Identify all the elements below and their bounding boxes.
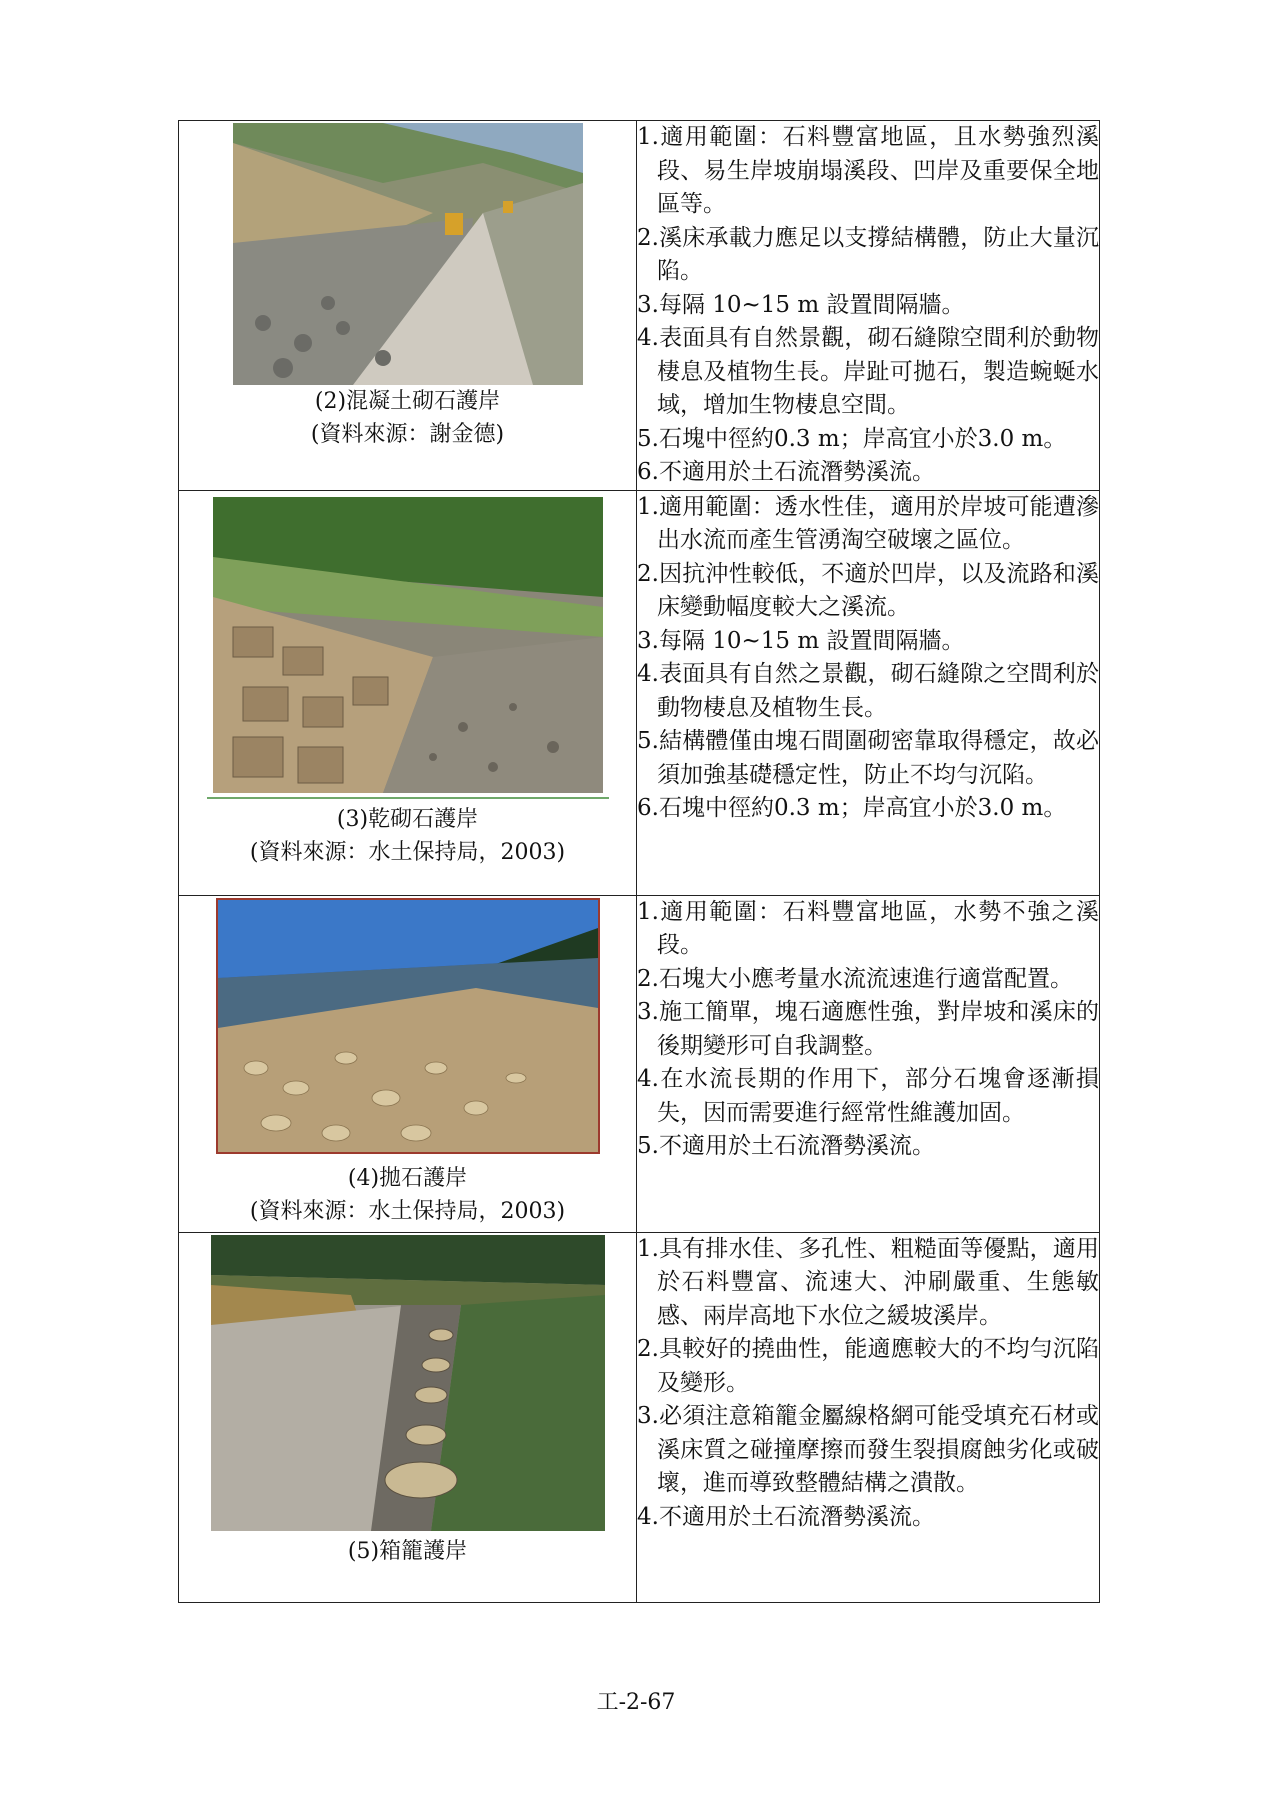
description-list — [637, 121, 1099, 490]
list-item: 4.在水流長期的作用下，部分石塊會逐漸損失，因而需要進行經常性維護加固。 — [637, 1066, 1099, 1126]
figure-caption: (3)乾砌石護岸 — [336, 806, 479, 832]
photo-riprap-revetment — [216, 898, 600, 1154]
table-row — [179, 895, 1100, 1232]
list-item: 1.適用範圍：石料豐富地區，且水勢強烈溪段、易生岸坡崩塌溪段、凹岸及重要保全地區等。 — [637, 124, 1099, 217]
figure-source: (資料來源：水土保持局，2003) — [249, 839, 566, 865]
revetment-table — [178, 120, 1100, 1603]
list-item: 4.不適用於土石流潛勢溪流。 — [637, 1503, 935, 1530]
description-cell — [637, 895, 1100, 1232]
figure-source: (資料來源：謝金德) — [310, 422, 505, 447]
table-row — [179, 1232, 1100, 1602]
list-item: 5.結構體僅由塊石間圍砌密靠取得穩定，故必須加強基礎穩定性，防止不均勻沉陷。 — [637, 728, 1099, 788]
description-cell — [637, 121, 1100, 491]
description-cell — [637, 1232, 1100, 1602]
list-item: 3.施工簡單，塊石適應性強，對岸坡和溪床的後期變形可自我調整。 — [637, 999, 1099, 1059]
list-item: 3.每隔 10~15 m 設置間隔牆。 — [637, 291, 965, 318]
list-item: 2.石塊大小應考量水流流速進行適當配置。 — [637, 965, 1073, 992]
list-item: 1.適用範圍：透水性佳，適用於岸坡可能遭滲出水流而產生管湧淘空破壞之區位。 — [637, 493, 1099, 553]
list-item: 4.表面具有自然之景觀，砌石縫隙之空間利於動物棲息及植物生長。 — [637, 661, 1099, 721]
photo-cell — [179, 121, 637, 491]
description-list — [637, 491, 1099, 826]
list-item: 6.不適用於土石流潛勢溪流。 — [637, 459, 935, 485]
figure-caption: (4)拋石護岸 — [347, 1165, 468, 1191]
photo-cell — [179, 490, 637, 895]
divider-line — [207, 797, 609, 799]
list-item: 4.表面具有自然景觀，砌石縫隙空間利於動物棲息及植物生長。岸趾可拋石，製造蜿蜒水域，增加生物棲息空間。 — [637, 325, 1099, 418]
list-item: 3.必須注意箱籠金屬線格網可能受填充石材或溪床質之碰撞摩擦而發生裂損腐蝕劣化或破壞，進而導致整體結構之潰散。 — [637, 1403, 1099, 1496]
list-item: 2.因抗沖性較低，不適於凹岸，以及流路和溪床變動幅度較大之溪流。 — [637, 560, 1099, 620]
photo-cell — [179, 895, 637, 1232]
page-number: 工-2-67 — [596, 1690, 676, 1715]
list-item: 1.具有排水佳、多孔性、粗糙面等優點，適用於石料豐富、流速大、沖刷嚴重、生態敏感、兩岸高地下水位之緩坡溪岸。 — [637, 1235, 1099, 1329]
figure-caption: (5)箱籠護岸 — [347, 1538, 468, 1564]
list-item: 5.石塊中徑約0.3 m；岸高宜小於3.0 m。 — [637, 425, 1067, 452]
photo-gabion-revetment — [211, 1235, 605, 1531]
photo-cell — [179, 1232, 637, 1602]
list-item: 2.溪床承載力應足以支撐結構體，防止大量沉陷。 — [637, 224, 1099, 284]
list-item: 3.每隔 10~15 m 設置間隔牆。 — [637, 627, 965, 654]
description-list — [637, 896, 1099, 1164]
list-item: 1.適用範圍：石料豐富地區，水勢不強之溪段。 — [637, 898, 1099, 958]
table-row — [179, 490, 1100, 895]
table-row — [179, 121, 1100, 491]
list-item: 2.具較好的撓曲性，能適應較大的不均勻沉陷及變形。 — [637, 1336, 1099, 1396]
description-list — [637, 1233, 1099, 1535]
list-item: 5.不適用於土石流潛勢溪流。 — [637, 1133, 935, 1159]
list-item: 6.石塊中徑約0.3 m；岸高宜小於3.0 m。 — [637, 795, 1067, 821]
figure-source: (資料來源：水土保持局，2003) — [249, 1198, 566, 1224]
photo-dry-masonry-revetment — [213, 497, 603, 793]
description-cell — [637, 490, 1100, 895]
photo-concrete-masonry-revetment — [233, 123, 583, 385]
figure-caption: (2)混凝土砌石護岸 — [314, 389, 501, 414]
